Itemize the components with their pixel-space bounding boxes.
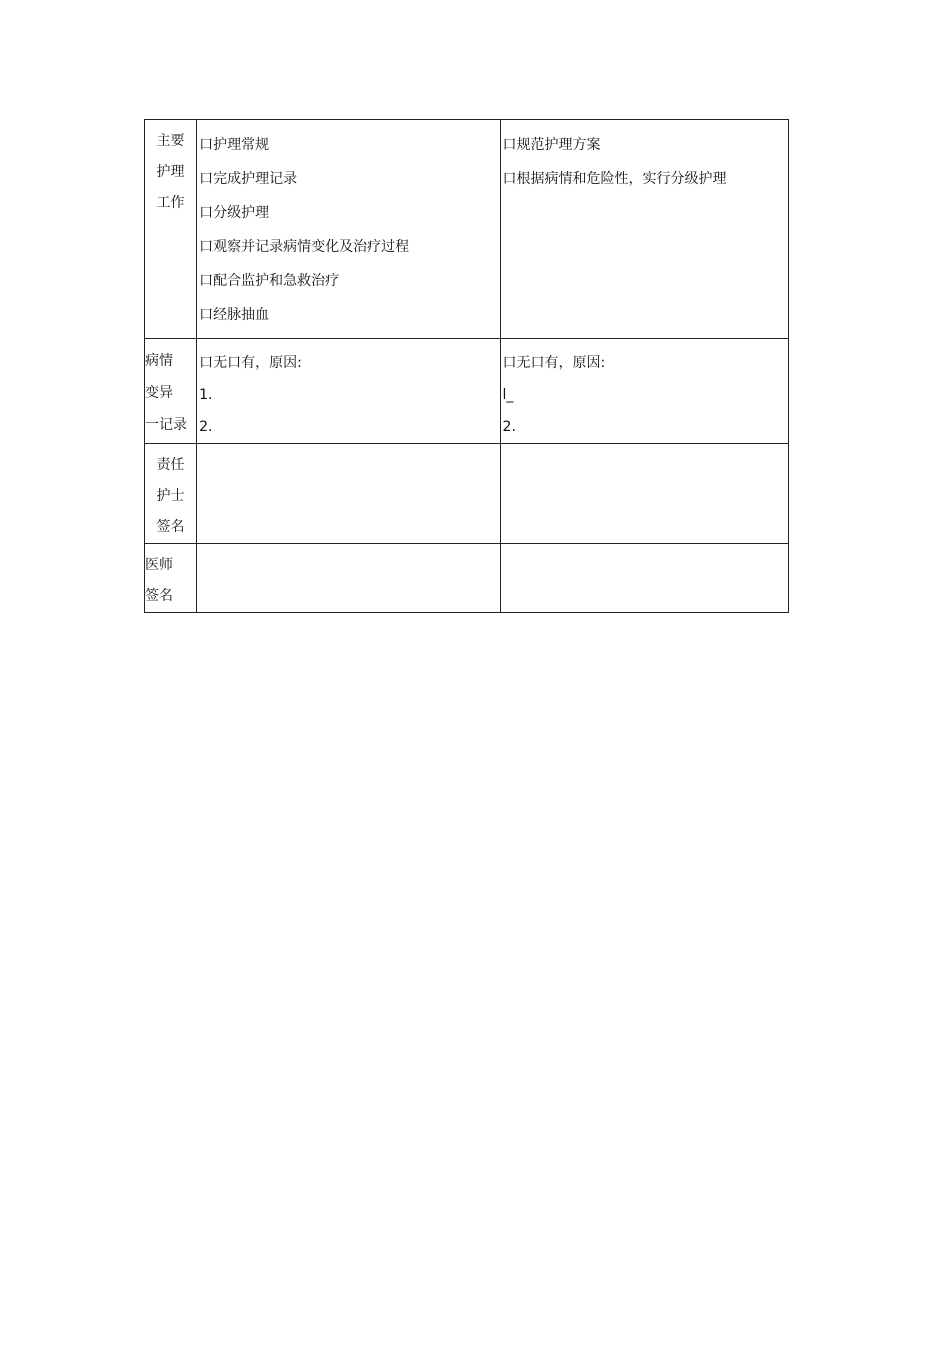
variance-line: 口无口有，原因: bbox=[199, 355, 302, 371]
nursing-checklist-item: 口经脉抽血 bbox=[199, 307, 270, 323]
nursing-checklist-item: 口观察并记录病情变化及治疗过程 bbox=[199, 239, 410, 255]
variance-record-label-cell bbox=[145, 339, 197, 444]
doctor-signature-label-cell bbox=[145, 544, 197, 613]
row-label-line: 医师 bbox=[145, 557, 173, 573]
row-label-line: 病情 bbox=[145, 353, 173, 369]
main-nursing-work-left-cell bbox=[197, 120, 500, 339]
variance-line: 2. bbox=[199, 419, 213, 435]
row-label-line: 责任 bbox=[156, 457, 185, 473]
variance-record-right-cell bbox=[500, 339, 788, 444]
nursing-checklist-item: 口完成护理记录 bbox=[199, 171, 298, 187]
row-label-line: 护士 bbox=[156, 488, 185, 504]
row-label-line: 签名 bbox=[145, 588, 173, 604]
doctor-signature-row bbox=[145, 544, 789, 613]
doctor-signature-right-cell[interactable] bbox=[500, 544, 788, 613]
main-nursing-work-right-cell bbox=[500, 120, 788, 339]
variance-line: l_ bbox=[502, 387, 514, 403]
variance-line: 2. bbox=[502, 419, 516, 435]
row-label-line: 签名 bbox=[156, 519, 185, 535]
row-label-line: 变异 bbox=[145, 385, 173, 401]
main-nursing-work-row bbox=[145, 120, 789, 339]
variance-record-left-cell bbox=[197, 339, 500, 444]
clinical-pathway-form-table bbox=[144, 119, 789, 613]
responsible-nurse-signature-row bbox=[145, 444, 789, 544]
nursing-checklist-item: 口护理常规 bbox=[199, 137, 270, 153]
main-nursing-work-label-cell bbox=[145, 120, 197, 339]
nurse-signature-right-cell[interactable] bbox=[500, 444, 788, 544]
row-label-line: 工作 bbox=[156, 195, 185, 211]
row-label-line: 主要 bbox=[156, 133, 185, 149]
variance-line: 1. bbox=[199, 387, 213, 403]
nursing-checklist-item: 口规范护理方案 bbox=[502, 137, 601, 153]
nursing-checklist-item: 口分级护理 bbox=[199, 205, 270, 221]
variance-line: 口无口有，原因: bbox=[502, 355, 606, 371]
doctor-signature-left-cell[interactable] bbox=[197, 544, 500, 613]
nursing-checklist-item: 口配合监护和急救治疗 bbox=[199, 273, 340, 289]
nurse-signature-left-cell[interactable] bbox=[197, 444, 500, 544]
variance-record-row bbox=[145, 339, 789, 444]
responsible-nurse-signature-label-cell bbox=[145, 444, 197, 544]
row-label-line: 护理 bbox=[156, 164, 185, 180]
nursing-checklist-item: 口根据病情和危险性，实行分级护理 bbox=[502, 171, 727, 187]
row-label-line: 一记录 bbox=[145, 417, 187, 433]
